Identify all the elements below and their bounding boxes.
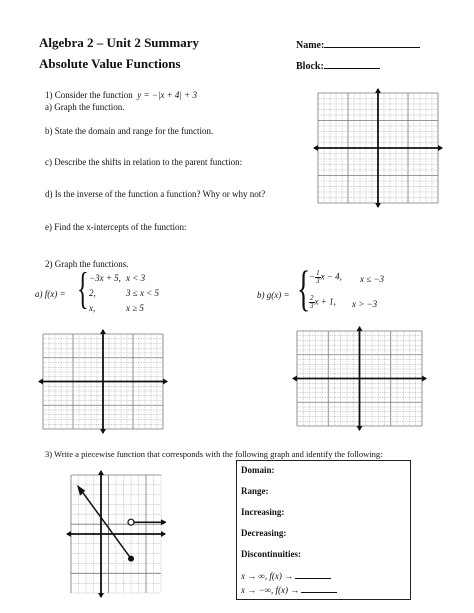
q1-stem-text: 1) Consider the function — [45, 90, 133, 100]
q2a-piece-3-cond: x ≥ 5 — [126, 303, 144, 313]
q3-stem: 3) Write a piecewise function that corresponds with the following graph and identify the following: — [45, 449, 383, 459]
q1-part-d: d) Is the inverse of the function a function? Why or why not? — [45, 189, 266, 199]
q2b-piece-1 — [309, 270, 342, 285]
grid-svg — [66, 470, 166, 598]
increasing-label: Increasing: — [241, 507, 285, 517]
range-label: Range: — [241, 486, 269, 496]
q1-part-c: c) Describe the shifts in relation to the parent function: — [45, 157, 243, 167]
q1-part-a: a) Graph the function. — [45, 102, 125, 112]
worksheet-subtitle: Absolute Value Functions — [39, 56, 181, 71]
grid-svg — [313, 88, 443, 208]
q1-part-e: e) Find the x-intercepts of the function: — [45, 222, 187, 232]
q2b-piece-1-rest: x − 4, — [320, 271, 342, 282]
q3-graph — [66, 470, 166, 598]
q1-coordinate-grid[interactable] — [313, 88, 443, 208]
decreasing-label: Decreasing: — [241, 528, 287, 538]
limit-negative-text: x → −∞, f(x) → — [241, 585, 300, 595]
q2b-piece-2-cond: x > −3 — [352, 299, 378, 309]
q1-function: y = −|x + 4| + 3 — [137, 90, 197, 100]
q1-part-b: b) State the domain and range for the function. — [45, 126, 214, 136]
q2a-coordinate-grid[interactable] — [38, 329, 168, 434]
grid-svg — [292, 326, 427, 431]
q2a-piece-1-cond: x < 3 — [126, 273, 146, 283]
q2a-brace: { — [77, 264, 89, 313]
q2a-piece-1-expr: −3x + 5, — [89, 273, 121, 283]
worksheet-title: Algebra 2 – Unit 2 Summary — [39, 35, 199, 50]
q2b-piece-2-num: 2 — [310, 294, 314, 302]
q2b-label: b) g(x) = — [257, 290, 290, 300]
grid-svg — [38, 329, 168, 434]
q2b-piece-1-den: 3 — [316, 277, 320, 285]
name-label: Name: — [296, 40, 325, 51]
limit-negative-blank[interactable] — [301, 584, 337, 593]
discontinuities-label: Discontinuities: — [241, 549, 302, 559]
q2a-piece-3-expr: x, — [89, 303, 96, 313]
q3-answer-box[interactable] — [236, 460, 411, 600]
q2b-piece-1-cond: x ≤ −3 — [360, 274, 385, 284]
limit-negative-infinity — [241, 584, 337, 595]
q2b-coordinate-grid[interactable] — [292, 326, 427, 431]
domain-label: Domain: — [241, 465, 275, 475]
limit-positive-infinity — [241, 570, 331, 581]
q2-stem: 2) Graph the functions. — [45, 259, 129, 269]
name-field[interactable] — [296, 38, 420, 51]
q2a-piece-2-cond: 3 ≤ x < 5 — [126, 288, 160, 298]
q2a-piece-2-expr: 2, — [89, 288, 96, 298]
q2a-label: a) f(x) = — [35, 289, 66, 299]
block-field[interactable] — [296, 59, 380, 72]
q2b-piece-2 — [309, 295, 336, 310]
q2b-brace: { — [297, 260, 311, 316]
block-label: Block: — [296, 61, 324, 72]
q2b-piece-2-den: 3 — [310, 302, 314, 310]
q2b-piece-1-sign: − — [309, 271, 316, 282]
limit-positive-text: x → ∞, f(x) → — [241, 571, 294, 581]
limit-positive-blank[interactable] — [295, 570, 331, 579]
q2b-piece-2-rest: x + 1, — [314, 296, 336, 307]
q1-stem — [45, 90, 197, 100]
q2b-piece-1-num: 1 — [316, 269, 320, 277]
